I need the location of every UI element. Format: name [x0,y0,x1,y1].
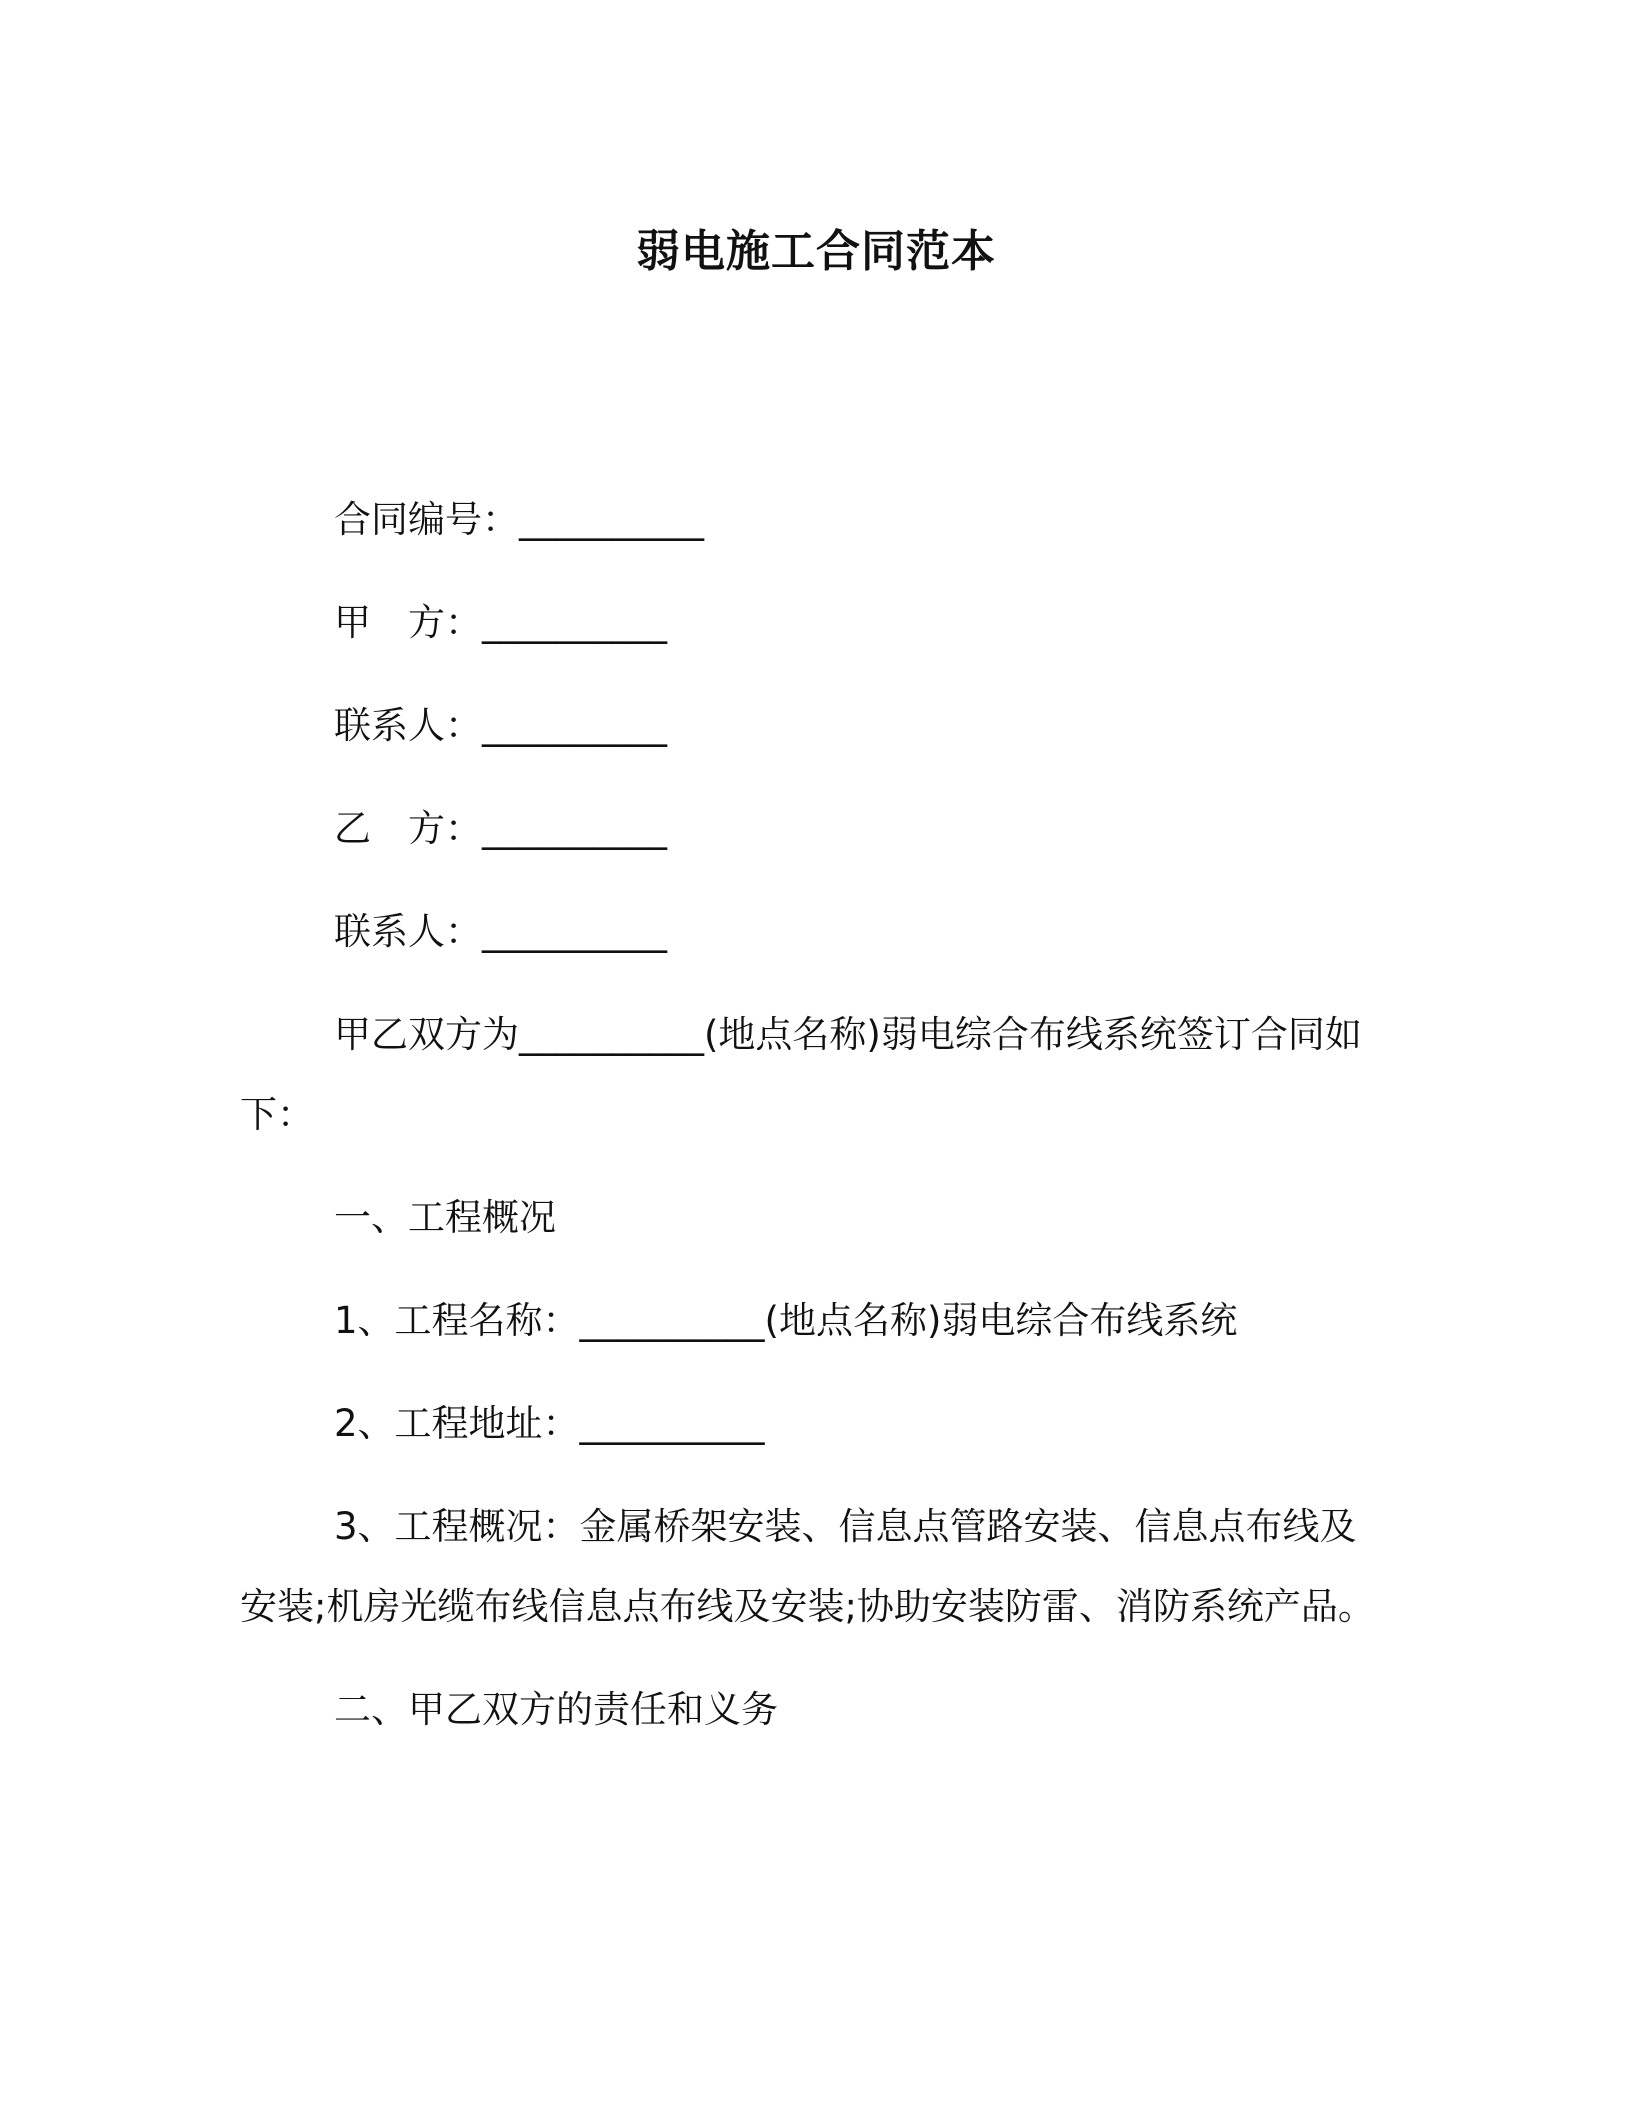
party-b-label-rest: 方：__________ [408,807,667,850]
party-b-contact-field: 联系人：__________ [334,910,667,953]
party-b-label-first: 乙 [334,807,371,850]
document-title: 弱电施工合同范本 [636,226,996,277]
contract-number-field: 合同编号：__________ [334,498,704,541]
party-b-field [334,804,667,854]
party-a-label-rest: 方：__________ [408,601,667,644]
section-1-item-1: 1、工程名称：__________(地点名称)弱电综合布线系统 [334,1299,1238,1342]
intro-paragraph-line-2: 下： [240,1093,314,1136]
section-2-heading: 二、甲乙双方的责任和义务 [334,1688,778,1731]
party-a-label-first: 甲 [334,601,371,644]
section-1-item-3-line-1: 3、工程概况：金属桥架安装、信息点管路安装、信息点布线及 [334,1505,1357,1548]
section-1-item-3-line-2: 安装;机房光缆布线信息点布线及安装;协助安装防雷、消防系统产品。 [240,1585,1375,1628]
party-a-field [334,598,667,648]
party-a-contact-field: 联系人：__________ [334,704,667,747]
intro-paragraph-line-1: 甲乙双方为__________(地点名称)弱电综合布线系统签订合同如 [334,1013,1362,1056]
section-1-item-2: 2、工程地址：__________ [334,1402,765,1445]
section-1-heading: 一、工程概况 [334,1196,556,1239]
